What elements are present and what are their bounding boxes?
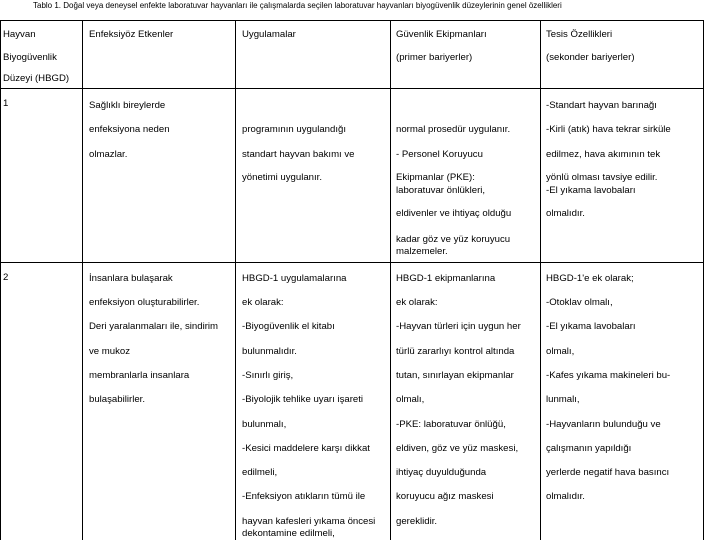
table-left-border [0, 20, 1, 540]
row2-practices-line: ek olarak: [242, 297, 284, 308]
row2-level: 2 [3, 272, 9, 283]
row2-equipment-line: ihtiyaç duyulduğunda [396, 467, 487, 478]
row2-equipment-line: eldiven, göz ve yüz maskesi, [396, 443, 519, 454]
row2-practices-line: dekontamine edilmeli, [242, 528, 335, 539]
row2-agents-line: Deri yaralanmaları ile, sindirim [89, 321, 219, 332]
row2-practices-line: bulunmalı, [242, 419, 287, 430]
header-col-biosafety: Biyogüvenlik [3, 52, 57, 63]
row1-facilities-line: -Kirli (atık) hava tekrar sirküle [546, 124, 671, 135]
header-col-practices: Uygulamalar [242, 29, 296, 40]
row2-agents-line: bulaşabilirler. [89, 394, 145, 405]
row2-practices-line: hayvan kafesleri yıkama öncesi [242, 516, 376, 527]
row1-equipment-line: malzemeler. [396, 246, 448, 257]
header-col-facilities: Tesis Özellikleri [546, 29, 613, 40]
table-right-border [703, 20, 704, 540]
col5-divider [540, 20, 541, 540]
row2-agents-line: İnsanlara bulaşarak [89, 273, 173, 284]
row2-equipment-line: -Hayvan türleri için uygun her [396, 321, 521, 332]
table-caption: Tablo 1. Doğal veya deneysel enfekte laboratuvar hayvanları ile çalışmalarda seçilen laboratuvar hayvanları biyogüvenlik düzeylerinin genel özellikleri [33, 1, 562, 10]
row2-agents-line: membranlarla insanlara [89, 370, 190, 381]
row1-equipment-line: kadar göz ve yüz koruyucu [396, 234, 511, 245]
row1-equipment-line: normal prosedür uygulanır. [396, 124, 511, 135]
row2-equipment-line: gereklidir. [396, 516, 438, 527]
row1-equipment-line: - Personel Koruyucu [396, 149, 483, 160]
header-col-equipment: Güvenlik Ekipmanları [396, 29, 487, 40]
header-col-agents: Enfeksiyöz Etkenler [89, 29, 174, 40]
row1-facilities-line: -El yıkama lavobaları [546, 185, 636, 196]
row2-practices-line: -Enfeksiyon atıkların tümü ile [242, 491, 366, 502]
row2-facilities-line: HBGD-1'e ek olarak; [546, 273, 634, 284]
header-col-facilities-sub: (sekonder bariyerler) [546, 52, 635, 63]
row2-facilities-line: çalışmanın yapıldığı [546, 443, 632, 454]
col4-divider [390, 20, 391, 540]
row2-practices-line: bulunmalıdır. [242, 346, 297, 357]
row2-practices-line: -Biyogüvenlik el kitabı [242, 321, 335, 332]
row2-practices-line: HBGD-1 uygulamalarına [242, 273, 347, 284]
table-top-border [0, 20, 704, 21]
row2-practices-line: -Biyolojik tehlike uyarı işareti [242, 394, 364, 405]
row2-facilities-line: -Otoklav olmalı, [546, 297, 613, 308]
row2-equipment-line: koruyucu ağız maskesi [396, 491, 494, 502]
col3-divider [235, 20, 236, 540]
row1-equipment-line: eldivenler ve ihtiyaç olduğu [396, 208, 512, 219]
row2-facilities-line: -Hayvanların bulunduğu ve [546, 419, 661, 430]
row2-agents-line: enfeksiyon oluşturabilirler. [89, 297, 200, 308]
row1-facilities-line: -Standart hayvan barınağı [546, 100, 657, 111]
row2-equipment-line: HBGD-1 ekipmanlarına [396, 273, 496, 284]
row2-equipment-line: tutan, sınırlayan ekipmanlar [396, 370, 514, 381]
row1-equipment-line: Ekipmanlar (PKE): [396, 172, 475, 183]
row2-facilities-line: yerlerde negatif hava basıncı [546, 467, 670, 478]
row2-facilities-line: olmalıdır. [546, 491, 585, 502]
row2-top-border [0, 262, 704, 263]
row2-practices-line: edilmeli, [242, 467, 278, 478]
row2-agents-line: ve mukoz [89, 346, 131, 357]
row2-facilities-line: -El yıkama lavobaları [546, 321, 636, 332]
row1-facilities-line: yönlü olması tavsiye edilir. [546, 172, 658, 183]
row1-practices-line: programının uygulandığı [242, 124, 346, 135]
row1-agents-line: Sağlıklı bireylerde [89, 100, 166, 111]
col2-divider [82, 20, 83, 540]
row2-equipment-line: ek olarak: [396, 297, 438, 308]
row2-facilities-line: lunmalı, [546, 394, 580, 405]
row1-agents-line: enfeksiyona neden [89, 124, 170, 135]
row1-agents-line: olmazlar. [89, 149, 128, 160]
row2-equipment-line: -PKE: laboratuvar önlüğü, [396, 419, 506, 430]
row1-top-border [0, 88, 704, 89]
row1-level: 1 [3, 98, 9, 109]
row1-facilities-line: olmalıdır. [546, 208, 585, 219]
header-col-equipment-sub: (primer bariyerler) [396, 52, 473, 63]
row1-practices-line: standart hayvan bakımı ve [242, 149, 355, 160]
row1-equipment-line: laboratuvar önlükleri, [396, 185, 486, 196]
row2-practices-line: -Sınırlı giriş, [242, 370, 294, 381]
row2-facilities-line: -Kafes yıkama makineleri bu- [546, 370, 671, 381]
row1-facilities-line: edilmez, hava akımının tek [546, 149, 661, 160]
row1-practices-line: yönetimi uygulanır. [242, 172, 322, 183]
row2-equipment-line: olmalı, [396, 394, 425, 405]
row2-equipment-line: türlü zararlıyı kontrol altında [396, 346, 515, 357]
row2-facilities-line: olmalı, [546, 346, 575, 357]
header-col-animal: Hayvan [3, 29, 36, 40]
row2-practices-line: -Kesici maddelere karşı dikkat [242, 443, 370, 454]
header-col-level: Düzeyi (HBGD) [3, 73, 70, 84]
